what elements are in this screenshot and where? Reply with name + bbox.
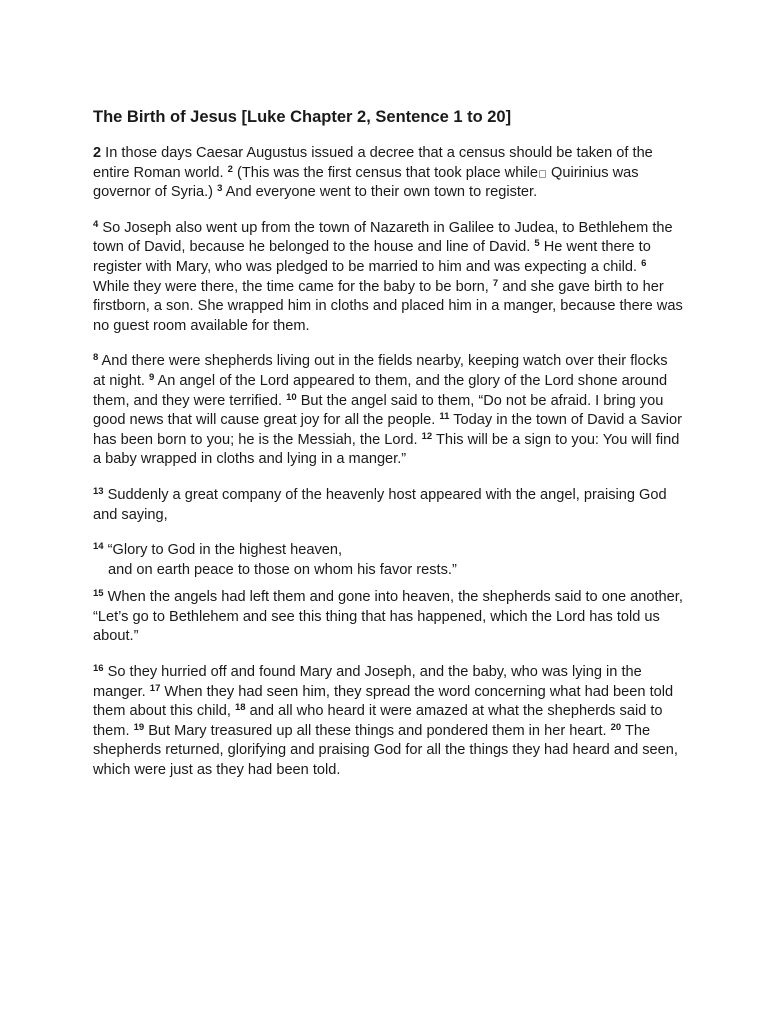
verse-text-14-line-1: “Glory to God in the highest heaven, bbox=[103, 542, 343, 559]
verse-number-15: 15 bbox=[93, 588, 104, 600]
verse-text-9: An angel of the Lord appeared to them, and the glory of the Lord shone around them, and they were terrified. bbox=[93, 372, 668, 409]
paragraph-verses-1-3 bbox=[93, 144, 683, 203]
verse-number-19: 19 bbox=[133, 721, 145, 733]
verse-number-11: 11 bbox=[439, 411, 450, 423]
verse-text-2a: (This was the first census that took place while bbox=[232, 164, 538, 181]
verse-text-4: So Joseph also went up from the town of Nazareth in Galilee to Judea, to Bethlehem the town of David, because he belonged to the house and line of David. bbox=[93, 219, 673, 256]
document-title: The Birth of Jesus [Luke Chapter 2, Sentence 1 to 20] bbox=[93, 108, 512, 126]
footnote-marker-icon bbox=[539, 170, 546, 178]
verse-number-7: 7 bbox=[492, 277, 499, 289]
verse-number-8: 8 bbox=[93, 352, 99, 364]
verse-text-8: And there were shepherds living out in the fields nearby, keeping watch over their flocks at night. bbox=[93, 353, 668, 389]
poem-verse-14 bbox=[93, 541, 683, 580]
verse-text-6: While they were there, the time came for the baby to be born, bbox=[93, 278, 493, 295]
verse-number-17: 17 bbox=[149, 682, 161, 694]
verse-text-5: He went there to register with Mary, who was pledged to be married to him and was expecting a child. bbox=[93, 239, 651, 275]
verse-text-1: In those days Caesar Augustus issued a decree that a census should be taken of the entire Roman world. bbox=[93, 145, 653, 181]
verse-text-7: and she gave birth to her firstborn, a son. She wrapped him in cloths and placed him in a manger, because there was no guest room available for them. bbox=[93, 278, 683, 334]
verse-number-6: 6 bbox=[641, 257, 647, 269]
verse-number-14: 14 bbox=[93, 541, 104, 553]
verse-text-16: So they hurried off and found Mary and Joseph, and the baby, who was lying in the manger. bbox=[93, 664, 642, 700]
verse-number-16: 16 bbox=[93, 663, 104, 675]
paragraph-verse-15 bbox=[93, 588, 683, 647]
verse-number-2: 2 bbox=[227, 163, 233, 175]
verse-number-9: 9 bbox=[148, 371, 155, 383]
verse-text-12: This will be a sign to you: You will find a baby wrapped in cloths and lying in a manger.” bbox=[93, 431, 680, 468]
verse-text-3: And everyone went to their own town to register. bbox=[222, 184, 538, 201]
verse-number-4: 4 bbox=[93, 218, 99, 230]
verse-text-17: When they had seen him, they spread the word concerning what had been told them about this child, bbox=[93, 683, 674, 720]
chapter-number: 2 bbox=[93, 145, 102, 161]
verse-text-15: When the angels had left them and gone into heaven, the shepherds said to one another, “Let’s go to Bethlehem and see this thing that has happened, which the Lord has told us about.” bbox=[93, 589, 683, 645]
verse-number-18: 18 bbox=[234, 702, 246, 714]
verse-text-18: and all who heard it were amazed at what the shepherds said to them. bbox=[93, 703, 663, 739]
paragraph-verses-16-20 bbox=[93, 663, 683, 781]
verse-number-20: 20 bbox=[610, 721, 622, 733]
verse-number-10: 10 bbox=[286, 391, 297, 403]
paragraph-verse-13 bbox=[93, 486, 683, 525]
verse-number-3: 3 bbox=[217, 183, 223, 195]
poem-line-1 bbox=[93, 541, 683, 561]
document-page bbox=[93, 106, 683, 797]
paragraph-verses-8-12 bbox=[93, 352, 683, 470]
verse-text-20: The shepherds returned, glorifying and praising God for all the things they had heard and seen, which were just as they had been told. bbox=[93, 722, 678, 779]
verse-text-11: Today in the town of David a Savior has been born to you; he is the Messiah, the Lord. bbox=[93, 412, 683, 448]
paragraph-verses-4-7 bbox=[93, 219, 683, 337]
verse-number-5: 5 bbox=[534, 238, 540, 250]
poem-line-2: and on earth peace to those on whom his favor rests.” bbox=[108, 561, 457, 578]
verse-text-19: But Mary treasured up all these things and pondered them in her heart. bbox=[144, 722, 611, 739]
verse-number-12: 12 bbox=[421, 430, 433, 442]
verse-text-13: Suddenly a great company of the heavenly host appeared with the angel, praising God and saying, bbox=[93, 486, 667, 523]
verse-text-10: But the angel said to them, “Do not be afraid. I bring you good news that will cause great joy for all the people. bbox=[93, 392, 664, 429]
verse-number-13: 13 bbox=[93, 485, 104, 497]
verse-text-2b: Quirinius was governor of Syria.) bbox=[93, 164, 639, 201]
